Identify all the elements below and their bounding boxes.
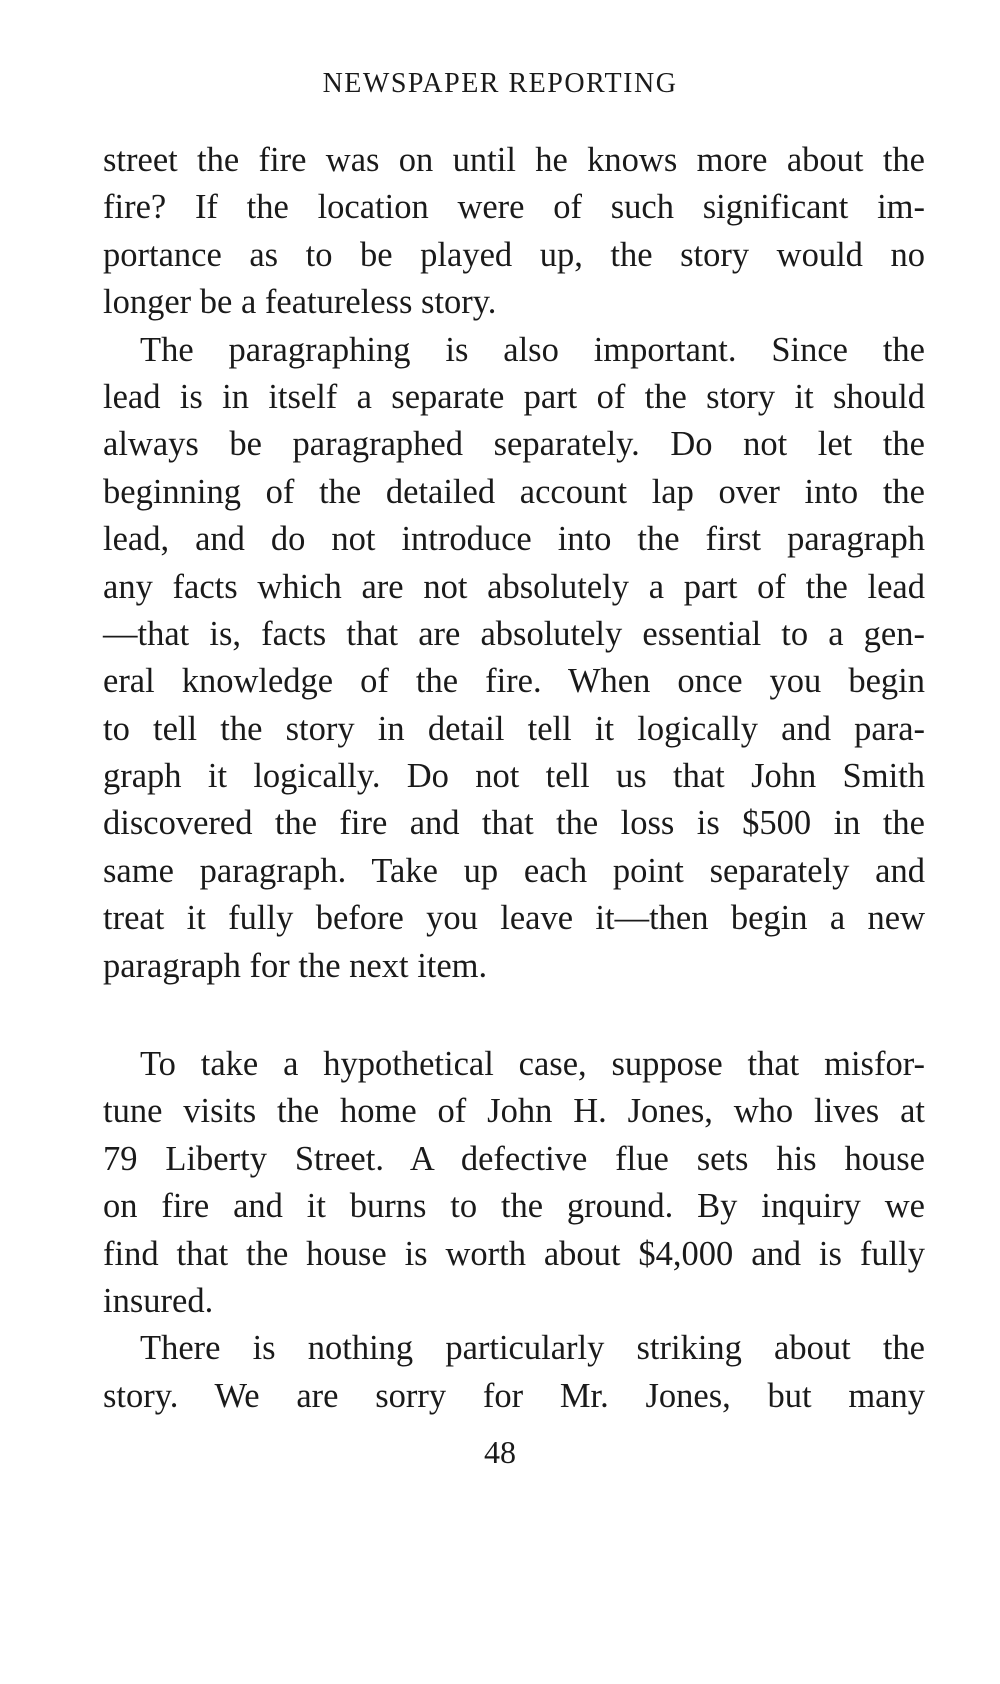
text-line: lead is in itself a separate part of the story it should — [103, 377, 925, 416]
page-number: 48 — [484, 1434, 516, 1470]
text-line: portance as to be played up, the story would no — [103, 235, 925, 274]
text-line: on fire and it burns to the ground. By inquiry we — [103, 1187, 925, 1226]
text-line: insured. — [103, 1281, 214, 1320]
text-block-example — [103, 1041, 925, 1420]
text-line: always be paragraphed separately. Do not let the — [103, 425, 925, 464]
text-line: discovered the fire and that the loss is $500 in the — [103, 804, 925, 843]
text-line: treat it fully before you leave it—then begin a new — [103, 899, 925, 938]
text-block-continued — [103, 137, 925, 990]
text-line: any facts which are not absolutely a part of the lead — [103, 567, 925, 606]
running-head: NEWSPAPER REPORTING — [322, 68, 678, 99]
text-line: eral knowledge of the fire. When once you begin — [103, 662, 925, 701]
text-line: 79 Liberty Street. A defective flue sets his house — [103, 1139, 925, 1178]
text-line: same paragraph. Take up each point separately and — [103, 851, 925, 890]
text-line: story. We are sorry for Mr. Jones, but many — [103, 1376, 925, 1415]
text-line: to tell the story in detail tell it logically and para- — [103, 709, 925, 748]
text-line: To take a hypothetical case, suppose that misfor- — [140, 1045, 925, 1083]
text-line: There is nothing particularly striking about the — [140, 1329, 925, 1368]
text-line: fire? If the location were of such significant im- — [103, 188, 925, 227]
text-line: —that is, facts that are absolutely essential to a gen- — [103, 614, 925, 653]
text-line: tune visits the home of John H. Jones, who lives at — [103, 1092, 925, 1131]
text-line: paragraph for the next item. — [103, 946, 488, 985]
text-line: graph it logically. Do not tell us that John Smith — [103, 757, 925, 796]
text-line: lead, and do not introduce into the first paragraph — [103, 520, 925, 559]
text-line: beginning of the detailed account lap over into the — [103, 472, 925, 511]
text-line: find that the house is worth about $4,000 and is fully — [103, 1234, 925, 1273]
text-line: longer be a featureless story. — [103, 283, 497, 322]
text-line: street the fire was on until he knows more about the — [103, 141, 925, 179]
text-line: The paragraphing is also important. Since the — [140, 330, 925, 369]
